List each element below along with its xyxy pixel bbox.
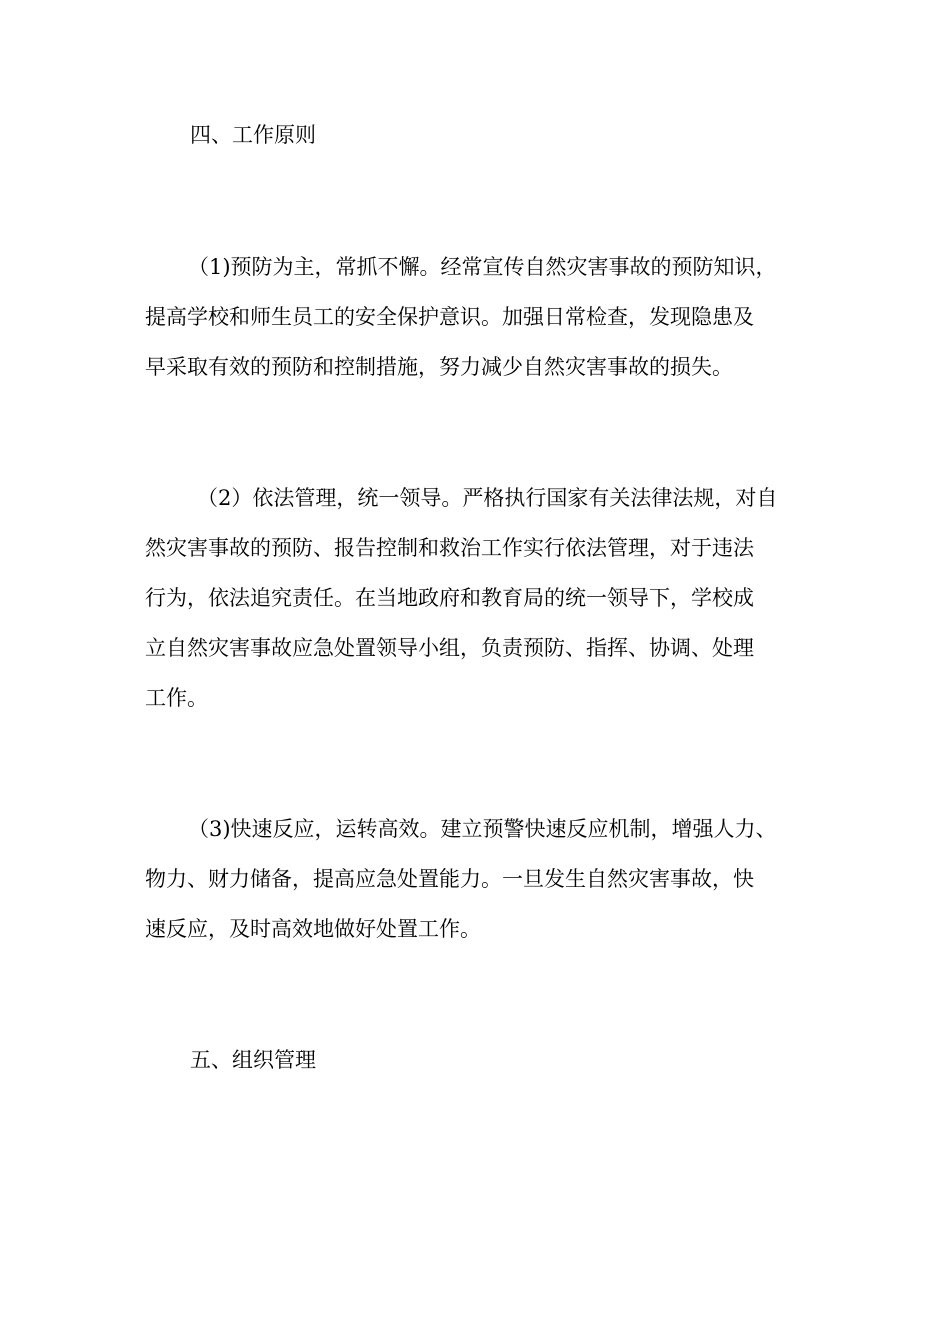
paragraph-line: 速反应，及时高效地做好处置工作。: [145, 917, 481, 941]
paragraph-line: 立自然灾害事故应急处置领导小组，负责预防、指挥、协调、处理: [145, 636, 754, 660]
paragraph-line: 早采取有效的预防和控制措施，努力减少自然灾害事故的损失。: [145, 355, 733, 379]
paragraph-line: （1)预防为主，常抓不懈。经常宣传自然灾害事故的预防知识，: [188, 255, 777, 279]
paragraph-line: （3)快速反应，运转高效。建立预警快速反应机制，增强人力、: [188, 817, 777, 841]
section-heading-organization: 五、组织管理: [190, 1048, 316, 1072]
paragraph-line: （2）依法管理，统一领导。严格执行国家有关法律法规，对自: [197, 486, 778, 510]
paragraph-line: 提高学校和师生员工的安全保护意识。加强日常检查，发现隐患及: [145, 305, 754, 329]
paragraph-rapid-response: [145, 804, 810, 954]
paragraph-line: 然灾害事故的预防、报告控制和救治工作实行依法管理，对于违法: [145, 536, 754, 560]
paragraph-lawful-management: [145, 473, 810, 723]
section-heading-work-principles: 四、工作原则: [190, 123, 316, 147]
paragraph-line: 工作。: [145, 686, 208, 710]
paragraph-prevention: [145, 242, 810, 392]
paragraph-line: 物力、财力储备，提高应急处置能力。一旦发生自然灾害事故，快: [145, 867, 754, 891]
paragraph-line: 行为，依法追究责任。在当地政府和教育局的统一领导下，学校成: [145, 586, 754, 610]
